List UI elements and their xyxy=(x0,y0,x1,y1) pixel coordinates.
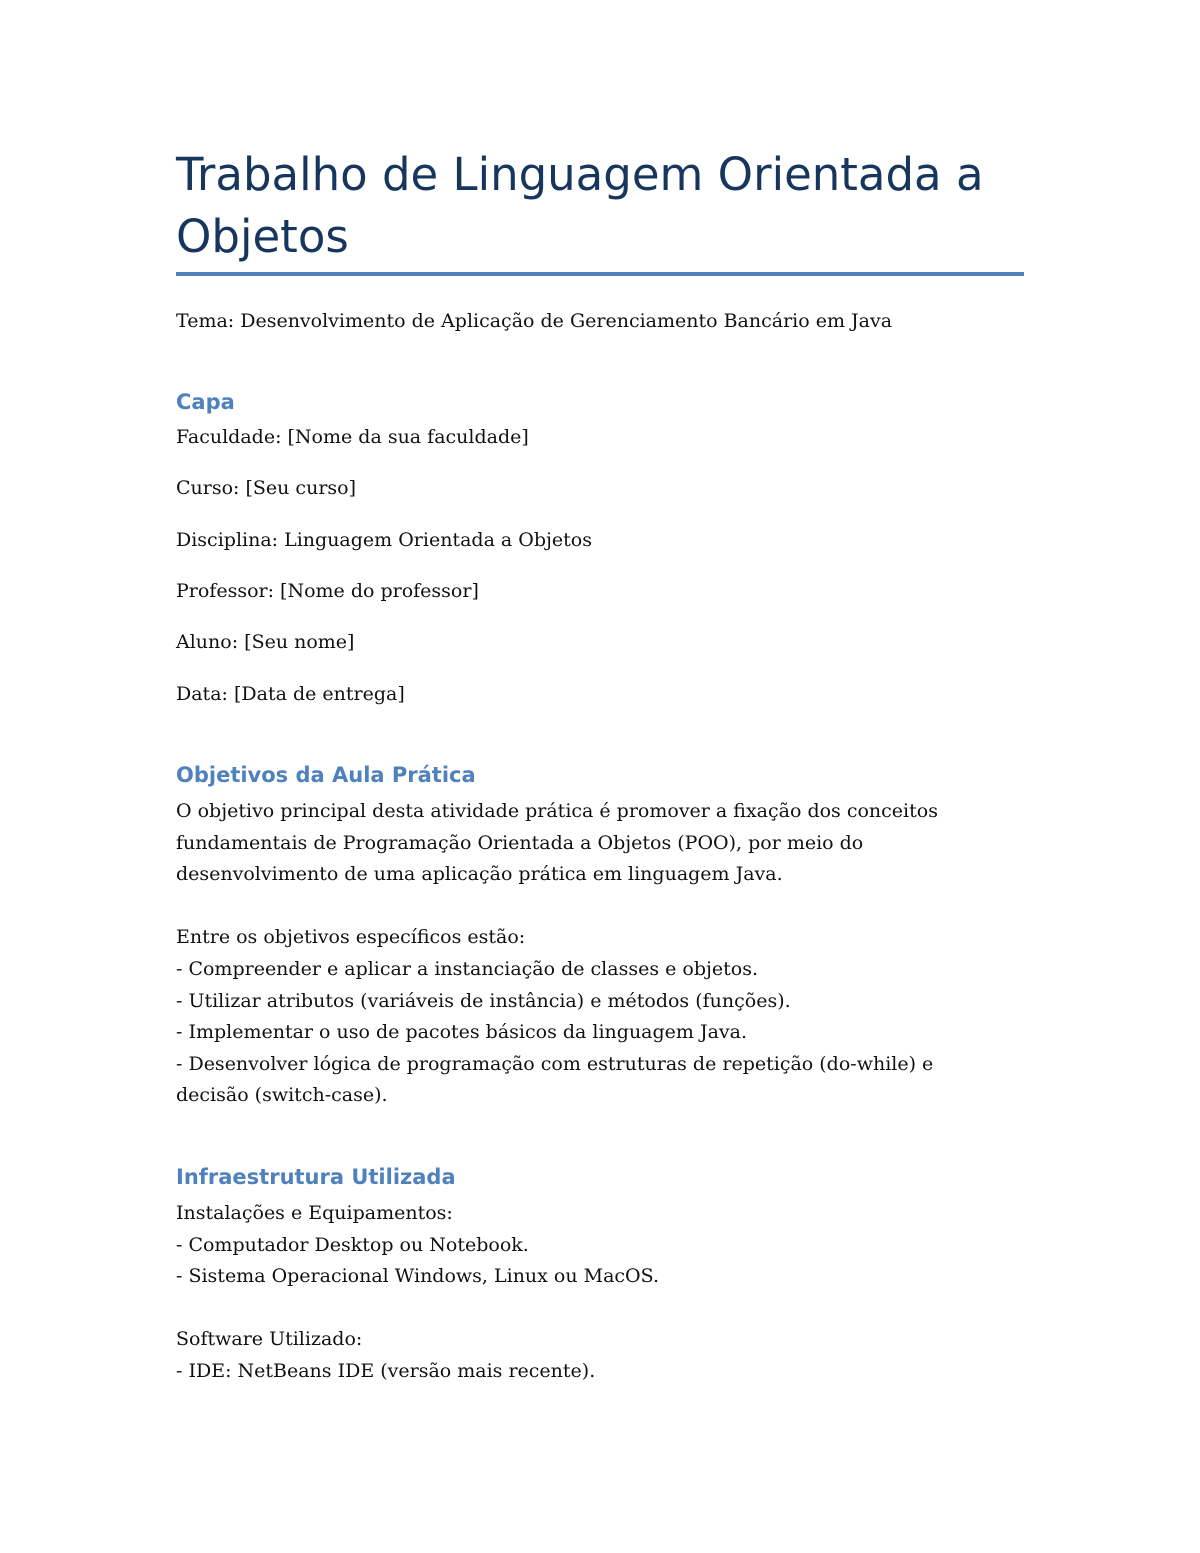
installations-item: - Computador Desktop ou Notebook. xyxy=(176,1234,529,1256)
faculdade-line: Faculdade: [Nome da sua faculdade] xyxy=(176,426,529,448)
objetivos-intro: Entre os objetivos específicos estão: xyxy=(176,926,526,948)
title-underline xyxy=(176,272,1024,276)
objetivos-item: - Compreender e aplicar a instanciação de classes e objetos. xyxy=(176,958,759,980)
document-title-line-2: Objetos xyxy=(176,210,349,263)
objetivos-paragraph-line-2: fundamentais de Programação Orientada a Objetos (POO), por meio do xyxy=(176,832,864,854)
aluno-line: Aluno: [Seu nome] xyxy=(176,631,355,653)
objetivos-item: - Utilizar atributos (variáveis de instância) e métodos (funções). xyxy=(176,990,791,1012)
professor-line: Professor: [Nome do professor] xyxy=(176,580,479,602)
document-title-line-1: Trabalho de Linguagem Orientada a xyxy=(176,148,984,201)
theme-line: Tema: Desenvolvimento de Aplicação de Gerenciamento Bancário em Java xyxy=(176,310,893,332)
infraestrutura-heading: Infraestrutura Utilizada xyxy=(176,1165,456,1189)
objetivos-item: - Desenvolver lógica de programação com estruturas de repetição (do-while) e xyxy=(176,1053,934,1075)
objetivos-paragraph-line-1: O objetivo principal desta atividade prática é promover a fixação dos conceitos xyxy=(176,800,938,822)
objetivos-paragraph-line-3: desenvolvimento de uma aplicação prática em linguagem Java. xyxy=(176,863,783,885)
installations-label: Instalações e Equipamentos: xyxy=(176,1202,453,1224)
objetivos-item-continuation: decisão (switch-case). xyxy=(176,1084,388,1106)
curso-line: Curso: [Seu curso] xyxy=(176,477,356,499)
installations-item: - Sistema Operacional Windows, Linux ou MacOS. xyxy=(176,1265,660,1287)
software-item: - IDE: NetBeans IDE (versão mais recente). xyxy=(176,1360,596,1382)
disciplina-line: Disciplina: Linguagem Orientada a Objetos xyxy=(176,529,592,551)
capa-heading: Capa xyxy=(176,390,235,414)
software-label: Software Utilizado: xyxy=(176,1328,363,1350)
data-line: Data: [Data de entrega] xyxy=(176,683,405,705)
document-title xyxy=(176,144,1036,268)
objetivos-heading: Objetivos da Aula Prática xyxy=(176,763,476,787)
objetivos-item: - Implementar o uso de pacotes básicos da linguagem Java. xyxy=(176,1021,748,1043)
